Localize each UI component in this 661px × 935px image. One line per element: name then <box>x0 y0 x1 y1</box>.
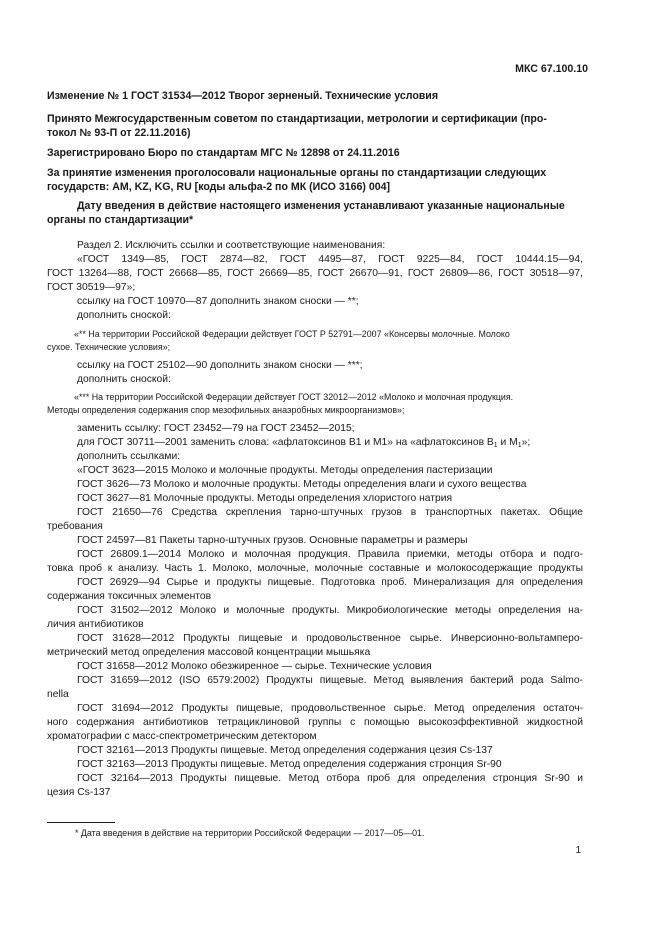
date-line-1: Дату введения в действие настоящего изменения устанавливают указанные национальные <box>77 200 565 212</box>
reference-line: ГОСТ 24597—81 Пакеты тарно-штучных грузов. Основные параметры и размеры <box>77 535 468 546</box>
reference-line: ГОСТ 31694—2012 Продукты пищевые, продовольственное сырье. Метод определения остаточ- <box>77 703 583 714</box>
footnote-text: сухое. Технические условия»; <box>47 342 171 352</box>
reference-line: ГОСТ 31659—2012 (ISO 6579:2002) Продукты пищевые. Метод выявления бактерий рода Salmo- <box>77 675 583 686</box>
reference-line: ГОСТ 32164—2013 Продукты пищевые. Метод отбора проб для определения стронция Sr-90 и <box>77 773 583 784</box>
body-line: ссылку на ГОСТ 25102—90 дополнить знаком сноски — ***; <box>77 360 363 371</box>
footnote-text: «*** На территории Российской Федерации действует ГОСТ 32012—2012 «Молоко и молочная продукция. <box>74 392 514 402</box>
footnote-text: «** На территории Российской Федерации действует ГОСТ Р 52791—2007 «Консервы молочные. Молоко <box>74 329 510 339</box>
body-line: дополнить сноской: <box>77 374 171 385</box>
reference-line: ГОСТ 26809.1—2014 Молоко и молочная продукция. Правила приемки, методы отбора и подго- <box>77 549 583 560</box>
body-line: дополнить ссылками: <box>77 451 181 462</box>
body-line: Раздел 2. Исключить ссылки и соответствующие наименования: <box>77 240 386 251</box>
reference-line: метрический метод определения массовой концентрации мышьяка <box>47 647 371 658</box>
body-line: для ГОСТ 30711—2001 заменить слова: «афлатоксинов B1 и M1» на «афлатоксинов $B_1$ и $M_1$»; <box>77 437 531 449</box>
body-line: ГОСТ 30519—97»; <box>47 282 136 293</box>
body-line: ГОСТ 13264—88, ГОСТ 26668—85, ГОСТ 26669—85, ГОСТ 26670—91, ГОСТ 26809—86, ГОСТ 30518—97, <box>47 268 583 279</box>
body-line: дополнить сноской: <box>77 310 171 321</box>
footnote-separator <box>47 822 115 823</box>
page-footnote: * Дата введения в действие на территории Российской Федерации — 2017—05—01. <box>75 828 425 838</box>
reference-line: nella <box>47 689 69 700</box>
registered-line: Зарегистрировано Бюро по стандартам МГС № 12898 от 24.11.2016 <box>47 147 400 159</box>
reference-line: личия антибиотиков <box>47 619 144 630</box>
reference-line: ГОСТ 3627—81 Молочные продукты. Методы определения хлористого натрия <box>77 493 453 504</box>
reference-line: цезия Cs-137 <box>47 787 111 798</box>
reference-line: ГОСТ 32161—2013 Продукты пищевые. Метод определения содержания цезия Cs-137 <box>77 745 493 756</box>
reference-line: товка проб к анализу. Часть 1. Молоко, молочные, молочные составные и молокосодержащие продукты <box>47 563 583 574</box>
amendment-title: Изменение № 1 ГОСТ 31534—2012 Творог зерненый. Технические условия <box>47 90 438 102</box>
page-number: 1 <box>575 845 581 856</box>
footnote-text: Методы определения содержания спор мезофильных анаэробных микроорганизмов»; <box>47 405 405 415</box>
body-line: «ГОСТ 1349—85, ГОСТ 2874—82, ГОСТ 4495—87, ГОСТ 9225—84, ГОСТ 10444.15—94, <box>77 254 583 265</box>
adopted-line-2: токол № 93-П от 22.11.2016) <box>47 127 191 139</box>
reference-line: ГОСТ 31628—2012 Продукты пищевые и продовольственное сырье. Инверсионно-вольтамперо- <box>77 633 583 644</box>
reference-line: «ГОСТ 3623—2015 Молоко и молочные продукты. Методы определения пастеризации <box>77 465 493 476</box>
reference-line: ГОСТ 31502—2012 Молоко и молочные продукты. Микробиологические методы определения на- <box>77 605 583 616</box>
reference-line: ГОСТ 3626—73 Молоко и молочные продукты. Методы определения влаги и сухого вещества <box>77 479 527 490</box>
reference-line: требования <box>47 521 103 532</box>
adopted-line-1: Принято Межгосударственным советом по стандартизации, метрологии и сертификации (про- <box>47 113 547 125</box>
voted-line-1: За принятие изменения проголосовали национальные органы по стандартизации следующих <box>47 167 547 179</box>
reference-line: ГОСТ 26929—94 Сырье и продукты пищевые. Подготовка проб. Минерализация для определения <box>77 577 583 588</box>
reference-line: ного содержания антибиотиков тетрациклиновой группы с помощью высокоэффективной жидкостной <box>47 717 583 728</box>
classification-code: МКС 67.100.10 <box>515 63 588 75</box>
reference-line: хроматографии с масс-спектрометрическим детектором <box>47 731 317 742</box>
reference-line: ГОСТ 31658—2012 Молоко обезжиренное — сырье. Технические условия <box>77 661 432 672</box>
voted-line-2: государств: AM, KZ, KG, RU [коды альфа-2 по МК (ИСО 3166) 004] <box>47 181 391 193</box>
reference-line: ГОСТ 21650—76 Средства скрепления тарно-штучных грузов в транспортных пакетах. Общие <box>77 507 583 518</box>
body-line: ссылку на ГОСТ 10970—87 дополнить знаком сноски — **; <box>77 296 359 307</box>
date-line-2: органы по стандартизации* <box>47 214 194 226</box>
reference-line: содержания токсичных элементов <box>47 591 212 602</box>
reference-line: ГОСТ 32163—2013 Продукты пищевые. Метод определения содержания стронция Sr-90 <box>77 759 502 770</box>
body-line: заменить ссылку: ГОСТ 23452—79 на ГОСТ 23452—2015; <box>77 423 355 434</box>
